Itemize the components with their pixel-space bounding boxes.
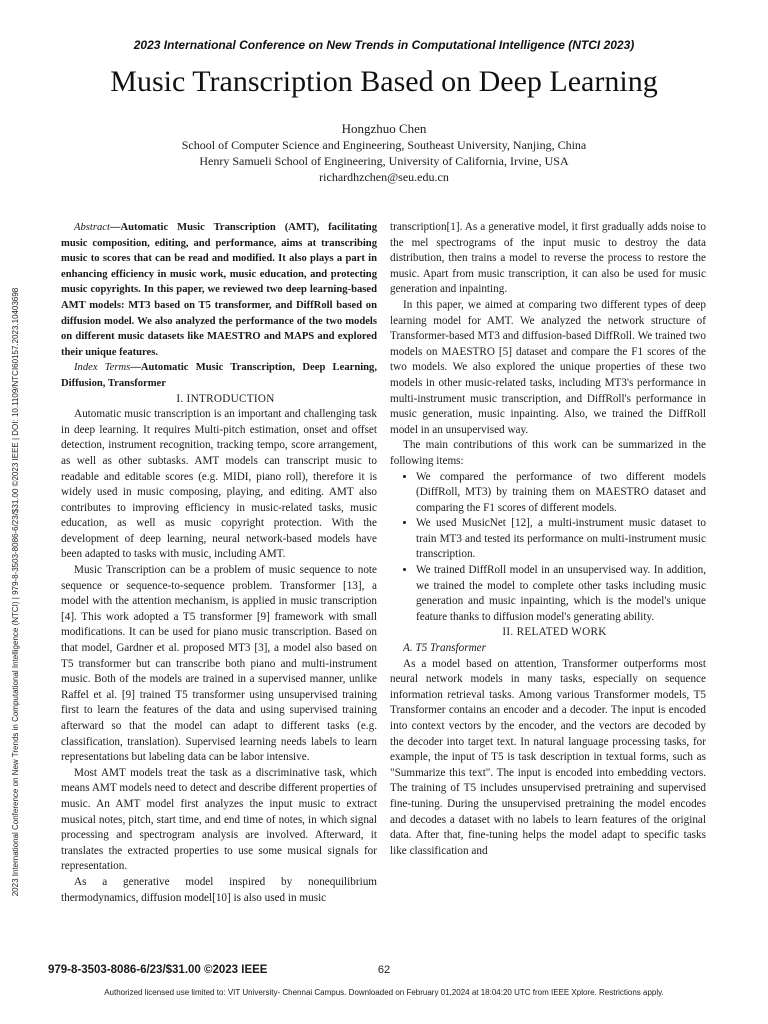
left-column	[61, 220, 377, 920]
paragraph: Music Transcription can be a problem of music sequence to note sequence or sequence-to-sequence problem. Transformer [13], a model with the attention mechanism, is applied in music transcription [4]. This work adopted a T5 transformer [9] framework with small modifications. It can be used for piano music transcription. Based on that model, Gardner et al. proposed MT3 [3], a model also based on T5 transformer but can transcribe both piano and multi-instrument music. Both of the models are trained in a supervised manner, unlike Raffel et al. [9] trained T5 transformer using unsupervised training first to learn the features of the data and using supervised training afterward so that the model can adapt to different tasks (e.g. classification, translation). Supervised learning needs labels to learn representations but labeling data can be labor intensive.	[61, 564, 377, 764]
section-heading-introduction: I. INTRODUCTION	[176, 392, 275, 405]
affiliation-2: Henry Samueli School of Engineering, University of California, Irvine, USA	[199, 154, 569, 168]
side-doi-strip: 2023 International Conference on New Trends in Computational Intelligence (NTCI) | 979-8-3503-8086-6/23/$31.00 ©2023 IEEE | DOI: 10.1109/NTCI60157.2023.10403698	[11, 287, 20, 897]
author-email: richardhzchen@seu.edu.cn	[319, 170, 449, 184]
list-item: • We trained DiffRoll model in an unsupervised way. In addition, we trained the model to complete other tasks including music generation and music inpainting, which is the model's unique feature thanks to diffusion model's generating ability.	[416, 563, 706, 625]
paragraph: The main contributions of this work can be summarized in the following items:	[390, 439, 706, 467]
list-item: • We compared the performance of two different models (DiffRoll, MT3) by training them on MAESTRO dataset and comparing the F1 scores of different models.	[416, 470, 706, 517]
affiliation-1: School of Computer Science and Engineering, Southeast University, Nanjing, China	[181, 138, 587, 152]
paper-title: Music Transcription Based on Deep Learning	[110, 65, 658, 98]
paragraph: Automatic music transcription is an important and challenging task in deep learning. It requires Multi-pitch estimation, onset and offset detection, instrument recognition, tracking tempo, score arrangement, as well as other subtasks. AMT models can transcript music to readable and editable scores (e.g. MIDI, piano roll), therefore it is widely used in music composing, playing, and editing. AMT also contributes to improving efficiency in music-related tasks, music education, as well as music copyright protection. With the development of deep learning, neural network-based models have been adapted to tasks with music, including AMT.	[61, 408, 377, 561]
paragraph: As a model based on attention, Transformer outperforms most neural network models in many tasks, especially on sequence information retrieval tasks. Among various Transformer models, T5 Transformer contains an encoder and a decoder. The input is encoded into context vectors by the encoder, and the vectors are decoded by the decoder into target text. In natural language processing tasks, for example, the input of T5 is task description in textual forms, such as "Summarize this text". The input is encoded into embedding vectors. The training of T5 includes unsupervised pretraining and supervised fine-tuning. During the unsupervised pretraining the model encodes and decodes a dataset with no labels to learn features of the original data. After that, fine-tuning helps the model adapt to specific tasks like classification and	[390, 657, 706, 857]
subsection-heading-t5: A. T5 Transformer	[403, 642, 486, 655]
abstract-label: Abstract	[74, 222, 110, 233]
footer-isbn: 979-8-3503-8086-6/23/$31.00 ©2023 IEEE	[48, 964, 268, 976]
page-number: 62	[377, 964, 391, 976]
list-item: • We used MusicNet [12], a multi-instrument music dataset to train MT3 and tested its performance on multi-instrument music transcription.	[416, 516, 706, 563]
abstract	[61, 220, 377, 360]
contribution-list	[390, 470, 706, 626]
abstract-text: —Automatic Music Transcription (AMT), facilitating music composition, editing, and performance, aims at transcribing music to scores that can be read and modified. It also plays a part in enhancing efficiency in music work, music education, and protecting music copyrights. In this paper, we reviewed two deep learning-based AMT models: MT3 based on T5 transformer, and DiffRoll based on diffusion model. We also analyzed the performance of the two models on different music datasets like MAESTRO and MAPS and explored their unique features.	[61, 222, 377, 358]
section-heading-related-work: II. RELATED WORK	[502, 626, 607, 639]
paragraph: As a generative model inspired by nonequilibrium thermodynamics, diffusion model[10] is also used in music	[61, 875, 377, 904]
paragraph: Most AMT models treat the task as a discriminative task, which means AMT models need to detect and describe different properties of music. An AMT model first analyzes the input music to extract musical notes, pitch, start time, and end time of notes, in which signal processing and spectrogram analysis are involved. Afterward, it translates the extracted properties to use some musical signals for representation.	[61, 766, 377, 873]
right-column	[390, 220, 706, 920]
index-terms-text: —Automatic Music Transcription, Deep Learning, Diffusion, Transformer	[61, 362, 377, 389]
index-terms-label: Index Terms	[74, 362, 131, 374]
conference-header: 2023 International Conference on New Trends in Computational Intelligence (NTCI 2023)	[133, 38, 635, 52]
author-name: Hongzhuo Chen	[341, 121, 427, 136]
license-notice: Authorized licensed use limited to: VIT University- Chennai Campus. Downloaded on February 01,2024 at 18:04:20 UTC from IEEE Xplore. Restrictions apply.	[104, 988, 664, 997]
paragraph: transcription[1]. As a generative model, it first gradually adds noise to the mel spectrograms of the input music to destroy the data distribution, then trains a model to reverse the process to restore the music. Apart from music transcription, it can also be used for music generation and inpainting.	[390, 221, 706, 296]
index-terms	[61, 360, 377, 391]
paragraph: In this paper, we aimed at comparing two different types of deep learning model for AMT. We analyzed the network structure of Transformer-based MT3 and diffusion-based DiffRoll. We trained two models on MAESTRO [5] dataset and compare the F1 scores of the two models. We also explored the unique properties of these two models in other music-related tasks, including MT3's performance in multi-instrument music transcription, and DiffRoll's performance in music generation, music inpainting. Also, we trained the DiffRoll model in an unsupervised way.	[390, 298, 706, 436]
